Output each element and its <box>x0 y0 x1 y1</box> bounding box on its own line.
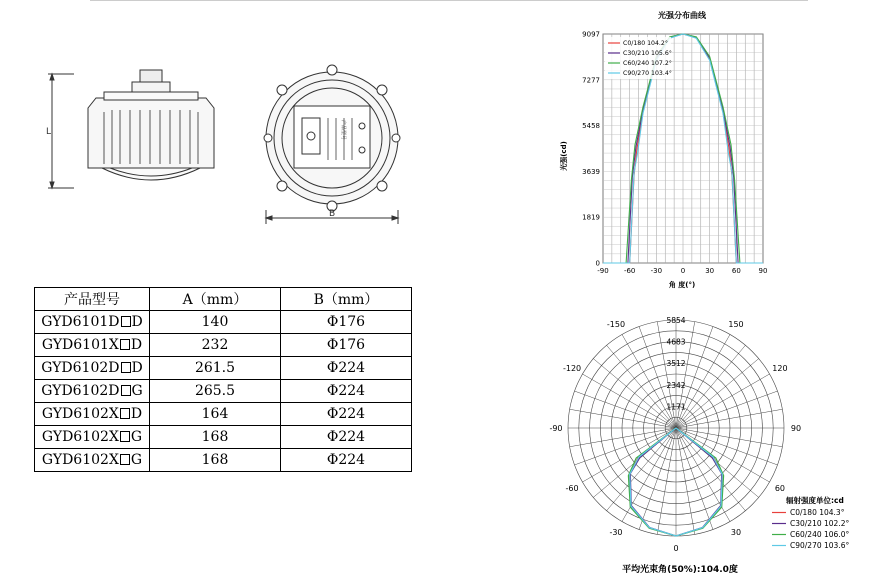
polar-radial-label: 3512 <box>666 359 686 369</box>
a-cell: 140 <box>150 311 281 334</box>
b-cell: Φ224 <box>281 357 412 380</box>
x-tick-label: -90 <box>597 267 609 275</box>
x-axis-label: 角 度(°) <box>668 281 696 289</box>
legend-label: C90/270 103.4° <box>623 70 672 77</box>
polar-angle-label: -120 <box>562 364 582 373</box>
polar-angle-label: -90 <box>549 424 563 433</box>
polar-angle-label: -30 <box>609 527 623 537</box>
b-cell: Φ176 <box>281 311 412 334</box>
y-tick-labels <box>582 31 600 268</box>
polar-angle-label: 60 <box>774 484 786 493</box>
x-tick-label: -60 <box>623 267 636 275</box>
legend-label: C0/180 104.2° <box>623 40 668 47</box>
a-cell: 168 <box>150 426 281 449</box>
placeholder-box <box>120 339 130 350</box>
polar-radial-label: 1171 <box>666 402 686 412</box>
placeholder-box <box>121 362 131 373</box>
polar-title: 平均光束角(50%):104.0度 <box>622 565 738 575</box>
x-tick-label: 90 <box>758 267 768 275</box>
model-cell: GYD6102X D <box>35 403 150 426</box>
table-row <box>35 449 412 472</box>
side-view-label: L <box>46 127 52 137</box>
model-cell: GYD6102X G <box>35 449 150 472</box>
chart-legend <box>605 37 672 79</box>
a-cell: 232 <box>150 334 281 357</box>
placeholder-box <box>121 385 131 396</box>
b-cell: Φ224 <box>281 403 412 426</box>
x-tick-label: 0 <box>680 267 686 275</box>
polar-legend-label: C60/240 106.0° <box>790 530 850 539</box>
polar-angle-label: -150 <box>606 320 626 330</box>
legend-label: C60/240 107.2° <box>623 60 672 67</box>
polar-angle-label: 90 <box>790 424 802 433</box>
polar-angle-label: 150 <box>728 320 744 330</box>
side-view-drawing <box>44 60 240 200</box>
table-row <box>35 334 412 357</box>
top-view-drawing <box>262 60 418 226</box>
b-cell: Φ224 <box>281 449 412 472</box>
model-cell: GYD6102D D <box>35 357 150 380</box>
table-row <box>35 380 412 403</box>
x-tick-label: 30 <box>705 267 715 275</box>
polar-angle-labels <box>549 320 801 553</box>
x-tick-label: 60 <box>731 267 741 275</box>
polar-legend <box>772 495 849 550</box>
x-tick-label: -30 <box>650 267 663 275</box>
polar-angle-label: -60 <box>565 484 579 493</box>
header-b: B（mm） <box>281 288 412 311</box>
placeholder-box <box>120 408 130 419</box>
polar-legend-title: 辐射强度单位:cd <box>786 496 844 505</box>
spec-table <box>34 287 412 472</box>
y-axis-label: 光强(cd) <box>560 141 568 171</box>
polar-intensity-chart <box>540 310 871 578</box>
placeholder-box <box>121 316 131 327</box>
y-tick-label: 0 <box>595 259 600 268</box>
polar-angle-label: 30 <box>730 527 742 537</box>
b-cell: Φ224 <box>281 380 412 403</box>
legend-label: C30/210 105.6° <box>623 50 672 57</box>
placeholder-box <box>120 454 130 465</box>
b-cell: Φ224 <box>281 426 412 449</box>
model-cell: GYD6101D D <box>35 311 150 334</box>
polar-legend-label: C30/210 102.2° <box>790 519 850 528</box>
top-view-label: B <box>329 209 336 219</box>
polar-radial-label: 2342 <box>666 380 686 390</box>
polar-legend-label: C90/270 103.6° <box>790 541 850 550</box>
chart-title: 光强分布曲线 <box>658 11 706 20</box>
y-tick-label: 9097 <box>582 30 600 39</box>
polar-radial-label: 4683 <box>666 337 686 347</box>
y-tick-label: 3639 <box>582 167 600 176</box>
model-cell: GYD6101X D <box>35 334 150 357</box>
y-tick-label: 5458 <box>582 122 600 131</box>
x-tick-labels <box>597 267 767 275</box>
model-cell: GYD6102X G <box>35 426 150 449</box>
b-cell: Φ176 <box>281 334 412 357</box>
top-view-plate-label: 产品型号 <box>340 120 346 141</box>
intensity-line-chart <box>548 6 770 292</box>
y-tick-label: 1819 <box>582 213 600 222</box>
table-row <box>35 426 412 449</box>
polar-legend-label: C0/180 104.3° <box>790 508 845 517</box>
header-a: A（mm） <box>150 288 281 311</box>
y-tick-label: 7277 <box>582 76 600 85</box>
top-rule <box>90 0 808 1</box>
table-row <box>35 357 412 380</box>
a-cell: 261.5 <box>150 357 281 380</box>
spec-table-header-row <box>35 288 412 311</box>
polar-angle-label: 0 <box>673 544 679 553</box>
a-cell: 164 <box>150 403 281 426</box>
table-row <box>35 403 412 426</box>
model-cell: GYD6102D G <box>35 380 150 403</box>
a-cell: 265.5 <box>150 380 281 403</box>
placeholder-box <box>120 431 130 442</box>
header-model: 产品型号 <box>35 288 150 311</box>
polar-angle-label: 120 <box>772 364 788 373</box>
polar-radial-label: 5854 <box>666 316 686 325</box>
table-row <box>35 311 412 334</box>
a-cell: 168 <box>150 449 281 472</box>
